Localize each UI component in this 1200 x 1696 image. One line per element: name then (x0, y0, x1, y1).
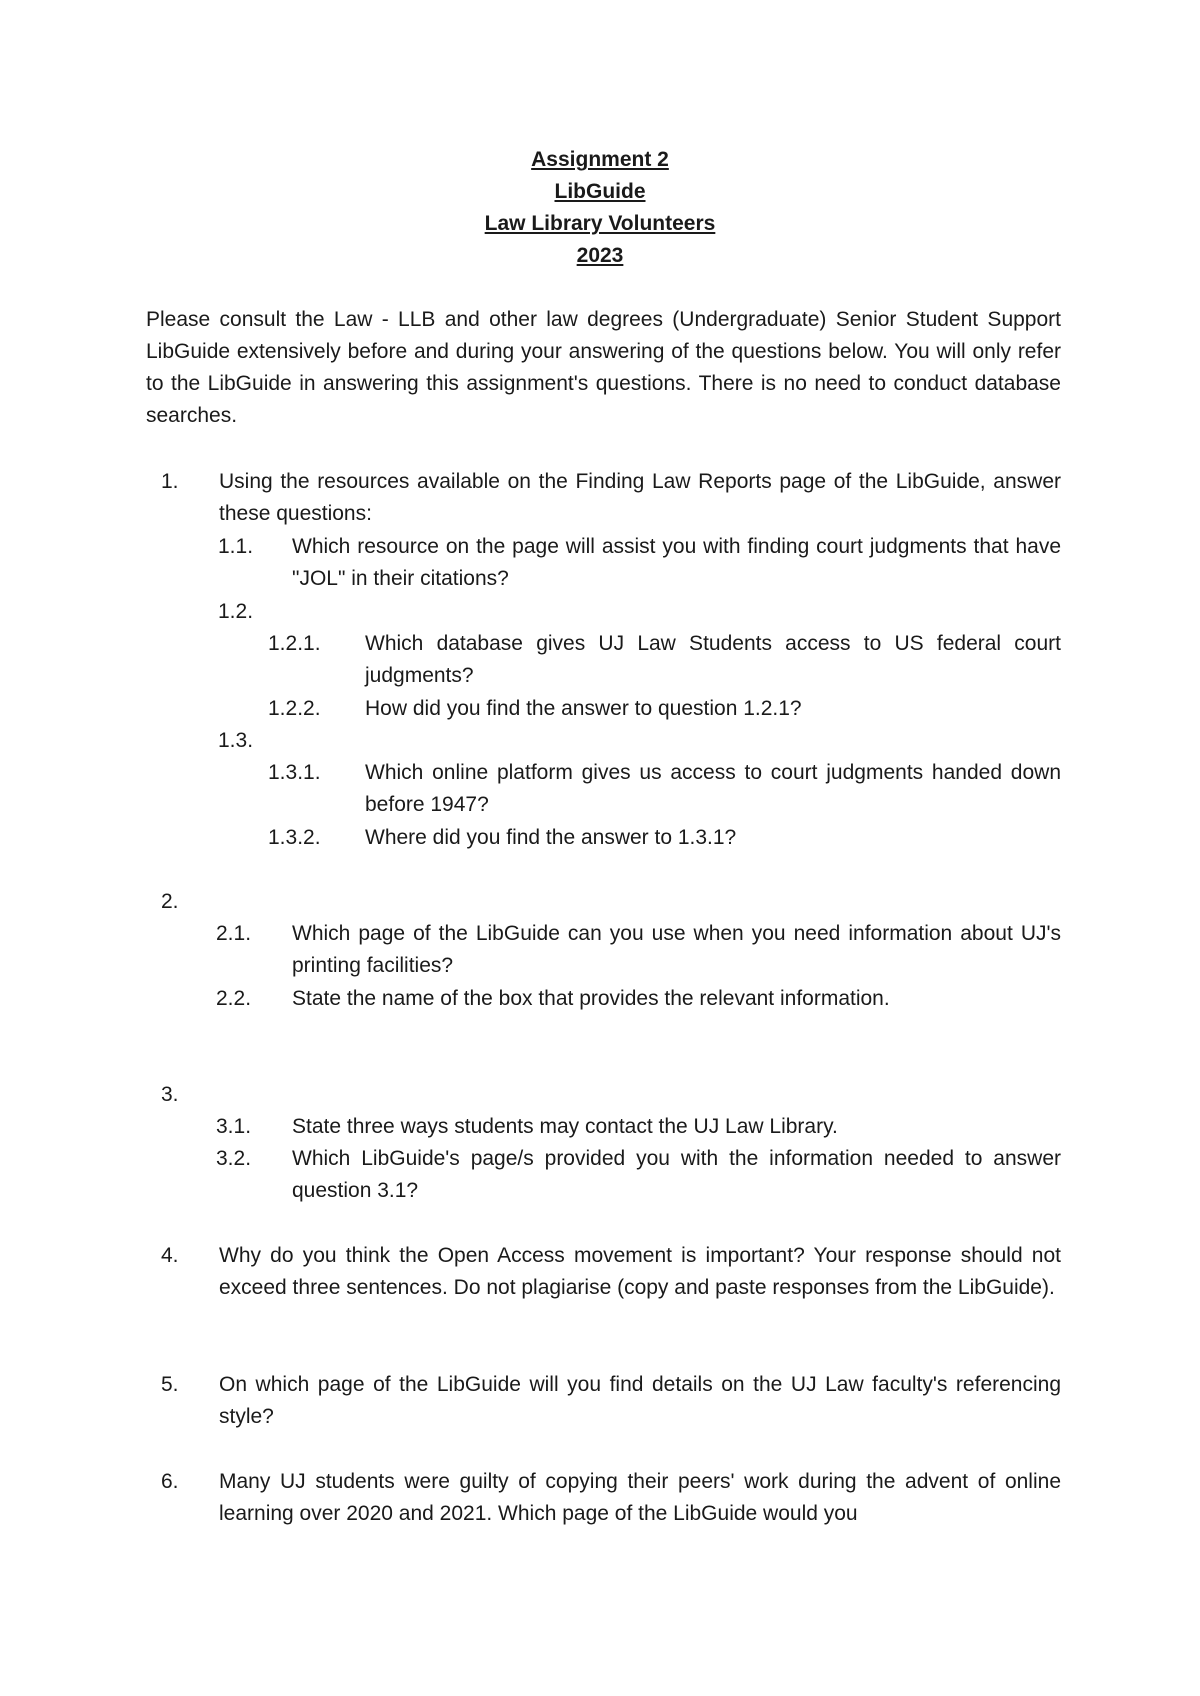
question-number: 5. (161, 1373, 179, 1396)
question-text: State the name of the box that provides the relevant information. (292, 987, 890, 1010)
question-number: 1.1. (218, 535, 254, 558)
question-number: 1.2.2. (268, 697, 321, 720)
question-text: How did you find the answer to question 1.2.1? (365, 697, 802, 720)
question-text: Which online platform gives us access to court judgments handed down before 1947? (365, 761, 1061, 816)
year-title: 2023 (576, 244, 624, 267)
question-text: Where did you find the answer to 1.3.1? (365, 826, 737, 849)
question-number: 1.3.1. (268, 761, 321, 784)
question-number: 1.3.2. (268, 826, 321, 849)
question-text: On which page of the LibGuide will you find details on the UJ Law faculty's referencing style? (219, 1373, 1061, 1428)
question-text: Which database gives UJ Law Students access to US federal court judgments? (365, 632, 1061, 687)
libguide-title: LibGuide (554, 180, 646, 203)
question-number: 1. (161, 470, 179, 493)
question-number: 4. (161, 1244, 179, 1267)
intro-paragraph: Please consult the Law - LLB and other law degrees (Undergraduate) Senior Student Support LibGuide extensively before and during your answering of the questions below. You will only refer to the LibGuide in answering this assignment's questions. There is no need to conduct database searches. (146, 308, 1061, 427)
volunteers-title: Law Library Volunteers (484, 212, 716, 235)
question-text: Many UJ students were guilty of copying their peers' work during the advent of online learning over 2020 and 2021. Which page of the LibGuide would you (219, 1470, 1061, 1525)
question-text: Which page of the LibGuide can you use when you need information about UJ's printing facilities? (292, 922, 1061, 977)
question-number: 2. (161, 890, 179, 913)
assignment-title: Assignment 2 (531, 148, 669, 171)
question-number: 1.2.1. (268, 632, 321, 655)
question-number: 3. (161, 1083, 179, 1106)
question-text: State three ways students may contact the UJ Law Library. (292, 1115, 838, 1138)
document-heading (0, 144, 1200, 272)
question-number: 3.1. (216, 1115, 252, 1138)
question-number: 2.1. (216, 922, 252, 945)
question-text: Using the resources available on the Finding Law Reports page of the LibGuide, answer these questions: (219, 470, 1061, 525)
question-number: 2.2. (216, 987, 252, 1010)
question-text: Which resource on the page will assist you with finding court judgments that have "JOL" in their citations? (292, 535, 1061, 590)
question-text: Which LibGuide's page/s provided you with the information needed to answer question 3.1? (292, 1147, 1061, 1202)
question-number: 1.2. (218, 600, 254, 623)
question-number: 6. (161, 1470, 179, 1493)
question-number: 3.2. (216, 1147, 252, 1170)
question-text: Why do you think the Open Access movement is important? Your response should not exceed three sentences. Do not plagiarise (copy and paste responses from the LibGuide). (219, 1244, 1061, 1299)
question-number: 1.3. (218, 729, 254, 752)
